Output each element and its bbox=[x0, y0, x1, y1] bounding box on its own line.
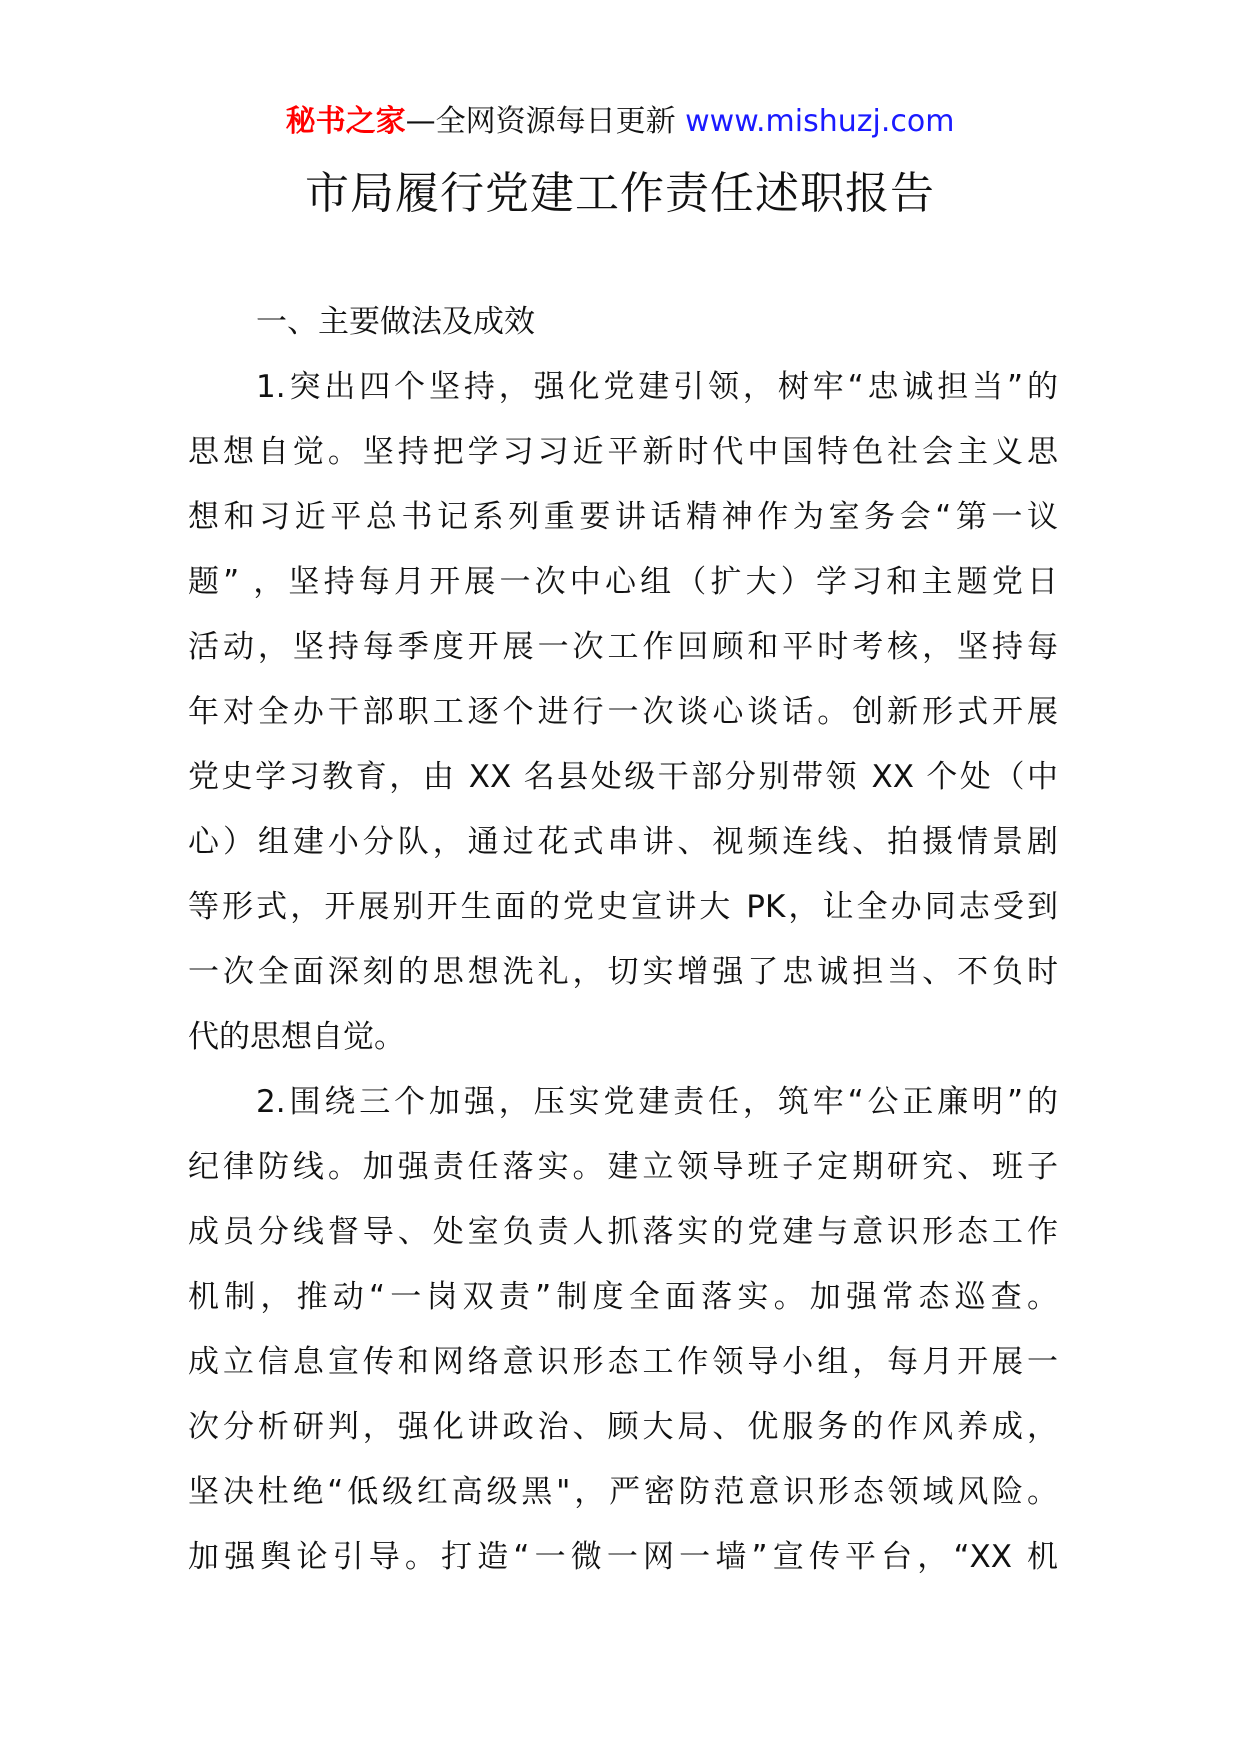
body-line: 年对全办干部职工逐个进行一次谈心谈话。创新形式开展 bbox=[188, 694, 1058, 730]
body-line: 活动，坚持每季度开展一次工作回顾和平时考核，坚持每 bbox=[188, 629, 1058, 665]
body-line: 一次全面深刻的思想洗礼，切实增强了忠诚担当、不负时 bbox=[188, 954, 1058, 990]
body-line: 等形式，开展别开生面的党史宣讲大 PK，让全办同志受到 bbox=[188, 889, 1058, 925]
body-line: 思想自觉。坚持把学习习近平新时代中国特色社会主义思 bbox=[188, 434, 1058, 470]
body-line: 心）组建小分队，通过花式串讲、视频连线、拍摄情景剧 bbox=[188, 824, 1058, 860]
body-line: 加强舆论引导。打造“一微一网一墙”宣传平台，“XX 机 bbox=[188, 1539, 1058, 1575]
section-heading: 一、主要做法及成效 bbox=[256, 304, 535, 340]
body-line: 坚决杜绝“低级红高级黑"，严密防范意识形态领域风险。 bbox=[188, 1474, 1058, 1510]
site-header-banner bbox=[0, 100, 1240, 144]
body-line: 机制，推动“一岗双责”制度全面落实。加强常态巡查。 bbox=[188, 1279, 1058, 1315]
header-tagline: —全网资源每日更新 bbox=[405, 104, 686, 139]
document-body bbox=[188, 290, 1058, 1590]
body-line: 1.突出四个坚持，强化党建引领，树牢“忠诚担当”的 bbox=[256, 369, 1058, 405]
body-line: 想和习近平总书记系列重要讲话精神作为室务会“第一议 bbox=[188, 499, 1058, 535]
body-line: 代的思想自觉。 bbox=[188, 1019, 405, 1055]
body-line: 次分析研判，强化讲政治、顾大局、优服务的作风养成， bbox=[188, 1409, 1058, 1445]
body-line: 2.围绕三个加强，压实党建责任，筑牢“公正廉明”的 bbox=[256, 1084, 1058, 1120]
body-line: 党史学习教育，由 XX 名县处级干部分别带领 XX 个处（中 bbox=[188, 759, 1058, 795]
body-line: 题” ，坚持每月开展一次中心组（扩大）学习和主题党日 bbox=[188, 564, 1058, 600]
body-line: 成员分线督导、处室负责人抓落实的党建与意识形态工作 bbox=[188, 1214, 1058, 1250]
document-title: 市局履行党建工作责任述职报告 bbox=[305, 168, 935, 219]
body-line: 纪律防线。加强责任落实。建立领导班子定期研究、班子 bbox=[188, 1149, 1058, 1185]
brand-name: 秘书之家 bbox=[285, 104, 406, 139]
site-url-link[interactable]: www.mishuzj.com bbox=[685, 104, 955, 139]
body-line: 成立信息宣传和网络意识形态工作领导小组，每月开展一 bbox=[188, 1344, 1058, 1380]
